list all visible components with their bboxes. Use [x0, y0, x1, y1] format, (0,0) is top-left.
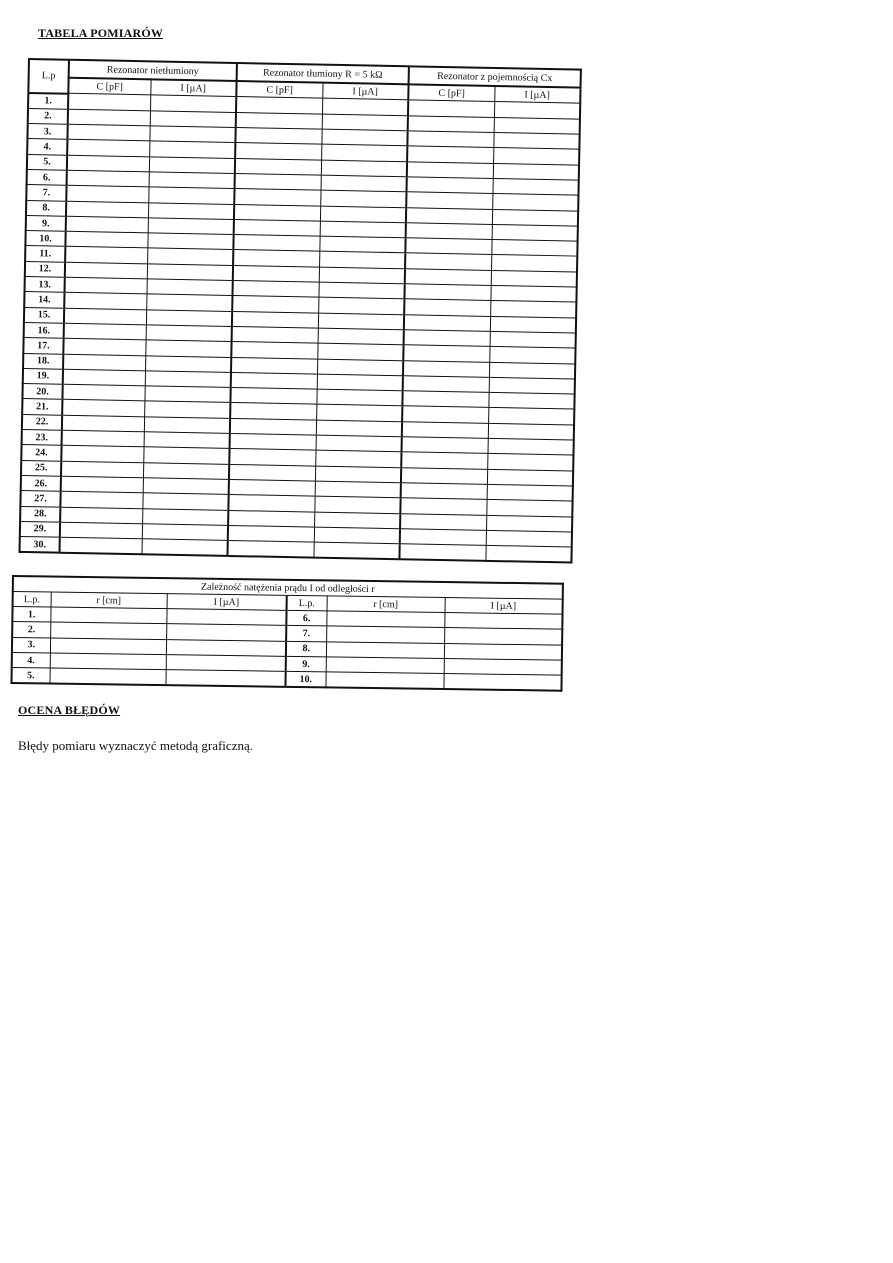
capacitance-cell[interactable] — [63, 338, 145, 355]
errors-title: OCENA BŁĘDÓW — [18, 703, 121, 717]
capacitance-cell[interactable] — [65, 262, 147, 279]
capacitance-cell[interactable] — [65, 277, 147, 294]
col-header-c: C [pF] — [408, 84, 494, 101]
lp-header: L.p. — [13, 592, 51, 608]
capacitance-cell[interactable] — [229, 479, 315, 496]
current-cell[interactable] — [147, 248, 233, 265]
capacitance-cell[interactable] — [68, 93, 150, 110]
current-cell[interactable] — [488, 393, 574, 410]
group-header-capacitance: Rezonator z pojemnością Cx — [409, 66, 581, 87]
col-header-r: r [cm] — [51, 592, 167, 609]
capacitance-cell[interactable] — [406, 192, 492, 209]
current-cell[interactable] — [314, 527, 400, 544]
capacitance-cell[interactable] — [401, 483, 487, 500]
capacitance-cell[interactable] — [61, 461, 143, 478]
capacitance-cell[interactable] — [407, 146, 493, 163]
distance-cell[interactable] — [325, 672, 443, 689]
current-cell[interactable] — [146, 279, 232, 296]
current-cell[interactable] — [146, 325, 232, 342]
current-cell[interactable] — [147, 233, 233, 250]
distance-cell[interactable] — [326, 657, 444, 674]
current-cell[interactable] — [166, 609, 286, 626]
capacitance-cell[interactable] — [402, 437, 488, 454]
current-cell[interactable] — [146, 294, 232, 311]
capacitance-cell[interactable] — [228, 525, 314, 542]
row-number: 5. — [11, 668, 49, 684]
current-cell[interactable] — [489, 377, 575, 394]
row-number: 27. — [20, 491, 60, 507]
current-cell[interactable] — [489, 362, 575, 379]
row-number: 16. — [24, 322, 64, 338]
row-number: 12. — [25, 261, 65, 277]
capacitance-cell[interactable] — [401, 452, 487, 469]
current-cell[interactable] — [166, 624, 286, 641]
capacitance-cell[interactable] — [67, 155, 149, 172]
current-cell[interactable] — [315, 481, 401, 498]
row-number: 9. — [26, 215, 66, 231]
row-number: 15. — [24, 307, 64, 323]
col-header-i: I [µA] — [445, 598, 563, 615]
capacitance-cell[interactable] — [64, 308, 146, 325]
current-cell[interactable] — [487, 469, 573, 486]
capacitance-cell[interactable] — [407, 131, 493, 148]
current-cell[interactable] — [494, 101, 580, 118]
capacitance-cell[interactable] — [230, 418, 316, 435]
capacitance-cell[interactable] — [407, 177, 493, 194]
current-cell[interactable] — [144, 401, 230, 418]
current-cell[interactable] — [492, 224, 578, 241]
current-cell[interactable] — [314, 512, 400, 529]
current-cell[interactable] — [444, 643, 562, 660]
current-cell[interactable] — [145, 355, 231, 372]
current-cell[interactable] — [143, 447, 229, 464]
current-cell[interactable] — [493, 133, 579, 150]
capacitance-cell[interactable] — [60, 507, 142, 524]
current-cell[interactable] — [317, 359, 403, 376]
capacitance-cell[interactable] — [228, 510, 314, 527]
current-cell[interactable] — [142, 493, 228, 510]
row-number: 3. — [12, 637, 50, 653]
capacitance-cell[interactable] — [235, 173, 321, 190]
capacitance-cell[interactable] — [64, 293, 146, 310]
capacitance-cell[interactable] — [63, 354, 145, 371]
current-cell[interactable] — [150, 95, 236, 112]
capacitance-cell[interactable] — [405, 253, 491, 270]
capacitance-cell[interactable] — [404, 299, 490, 316]
capacitance-cell[interactable] — [232, 296, 318, 313]
distance-cell[interactable] — [326, 626, 444, 643]
current-cell[interactable] — [486, 515, 572, 532]
row-number: 26. — [21, 475, 61, 491]
capacitance-cell[interactable] — [235, 143, 321, 160]
current-cell[interactable] — [141, 539, 227, 556]
capacitance-cell[interactable] — [407, 161, 493, 178]
capacitance-cell[interactable] — [233, 250, 319, 267]
row-number: 22. — [22, 414, 62, 430]
row-number: 29. — [20, 521, 60, 537]
current-cell[interactable] — [142, 524, 228, 541]
distance-cell[interactable] — [50, 638, 166, 655]
capacitance-cell[interactable] — [62, 415, 144, 432]
group-header-damped: Rezonator tłumiony R = 5 kΩ — [237, 63, 409, 84]
row-number: 23. — [22, 429, 62, 445]
current-cell[interactable] — [494, 117, 580, 134]
capacitance-cell[interactable] — [66, 201, 148, 218]
current-cell[interactable] — [487, 484, 573, 501]
page-title: TABELA POMIARÓW — [38, 26, 164, 40]
col-header-c: C [pF] — [236, 81, 322, 98]
current-cell[interactable] — [316, 435, 402, 452]
capacitance-cell[interactable] — [399, 544, 485, 561]
current-cell[interactable] — [313, 542, 399, 559]
row-number: 20. — [22, 384, 62, 400]
capacitance-cell[interactable] — [408, 100, 494, 117]
current-cell[interactable] — [322, 114, 408, 131]
capacitance-cell[interactable] — [228, 495, 314, 512]
current-cell[interactable] — [319, 267, 405, 284]
distance-table-caption: Zależność natężenia prądu I od odległości r — [13, 576, 563, 599]
lp-header: L.p — [28, 59, 69, 93]
distance-cell[interactable] — [50, 607, 166, 624]
row-number: 7. — [26, 185, 66, 201]
capacitance-cell[interactable] — [230, 433, 316, 450]
row-number: 10. — [285, 672, 325, 688]
capacitance-cell[interactable] — [235, 128, 321, 145]
capacitance-cell[interactable] — [231, 357, 317, 374]
capacitance-cell[interactable] — [404, 284, 490, 301]
capacitance-cell[interactable] — [231, 372, 317, 389]
capacitance-cell[interactable] — [61, 446, 143, 463]
capacitance-cell[interactable] — [402, 406, 488, 423]
capacitance-cell[interactable] — [232, 281, 318, 298]
current-cell[interactable] — [143, 462, 229, 479]
capacitance-cell[interactable] — [405, 238, 491, 255]
capacitance-cell[interactable] — [65, 231, 147, 248]
row-number: 5. — [27, 154, 67, 170]
current-cell[interactable] — [150, 111, 236, 128]
capacitance-cell[interactable] — [404, 314, 490, 331]
current-cell[interactable] — [492, 178, 578, 195]
current-cell[interactable] — [149, 172, 235, 189]
capacitance-cell[interactable] — [233, 235, 319, 252]
current-cell[interactable] — [146, 309, 232, 326]
col-header-r: r [cm] — [327, 596, 445, 613]
capacitance-cell[interactable] — [229, 464, 315, 481]
distance-cell[interactable] — [50, 622, 166, 639]
current-cell[interactable] — [321, 145, 407, 162]
row-number: 2. — [12, 622, 50, 638]
capacitance-cell[interactable] — [227, 541, 313, 558]
current-cell[interactable] — [321, 129, 407, 146]
row-number: 8. — [286, 641, 326, 657]
current-cell[interactable] — [316, 389, 402, 406]
current-cell[interactable] — [148, 187, 234, 204]
distance-cell[interactable] — [50, 653, 166, 670]
current-cell[interactable] — [166, 639, 286, 656]
capacitance-cell[interactable] — [67, 170, 149, 187]
group-header-undamped: Rezonator nietłumiony — [69, 60, 237, 81]
current-cell[interactable] — [492, 194, 578, 211]
current-cell[interactable] — [488, 438, 574, 455]
capacitance-cell[interactable] — [400, 529, 486, 546]
capacitance-cell[interactable] — [235, 158, 321, 175]
current-cell[interactable] — [144, 432, 230, 449]
current-cell[interactable] — [491, 255, 577, 272]
capacitance-cell[interactable] — [229, 449, 315, 466]
current-cell[interactable] — [315, 450, 401, 467]
row-number: 14. — [24, 292, 64, 308]
capacitance-cell[interactable] — [62, 384, 144, 401]
capacitance-cell[interactable] — [405, 269, 491, 286]
row-number: 10. — [25, 231, 65, 247]
capacitance-cell[interactable] — [65, 247, 147, 264]
capacitance-cell[interactable] — [67, 124, 149, 141]
row-number: 4. — [27, 139, 67, 155]
row-number: 30. — [20, 537, 60, 554]
current-cell[interactable] — [444, 628, 562, 645]
capacitance-cell[interactable] — [232, 311, 318, 328]
row-number: 4. — [12, 652, 50, 668]
capacitance-cell[interactable] — [232, 326, 318, 343]
current-cell[interactable] — [317, 343, 403, 360]
row-number: 19. — [23, 368, 63, 384]
capacitance-cell[interactable] — [234, 219, 320, 236]
capacitance-cell[interactable] — [236, 97, 322, 114]
capacitance-cell[interactable] — [230, 403, 316, 420]
row-number: 1. — [28, 93, 68, 110]
row-number: 13. — [25, 277, 65, 293]
row-number: 18. — [23, 353, 63, 369]
capacitance-cell[interactable] — [408, 116, 494, 133]
capacitance-cell[interactable] — [231, 342, 317, 359]
capacitance-cell[interactable] — [60, 491, 142, 508]
current-cell[interactable] — [490, 316, 576, 333]
current-cell[interactable] — [321, 175, 407, 192]
current-cell[interactable] — [149, 126, 235, 143]
row-number: 2. — [28, 108, 68, 124]
current-cell[interactable] — [315, 466, 401, 483]
col-header-c: C [pF] — [68, 78, 150, 95]
capacitance-cell[interactable] — [404, 330, 490, 347]
distance-cell[interactable] — [326, 641, 444, 658]
capacitance-cell[interactable] — [66, 216, 148, 233]
current-cell[interactable] — [165, 670, 285, 687]
capacitance-cell[interactable] — [236, 112, 322, 129]
row-number: 3. — [27, 124, 67, 140]
capacitance-cell[interactable] — [234, 204, 320, 221]
current-cell[interactable] — [486, 500, 572, 517]
current-cell[interactable] — [490, 301, 576, 318]
row-number: 25. — [21, 460, 61, 476]
row-number: 9. — [286, 656, 326, 672]
current-cell[interactable] — [314, 496, 400, 513]
current-cell[interactable] — [318, 282, 404, 299]
current-cell[interactable] — [144, 417, 230, 434]
capacitance-cell[interactable] — [406, 207, 492, 224]
current-cell[interactable] — [320, 190, 406, 207]
current-cell[interactable] — [149, 141, 235, 158]
capacitance-cell[interactable] — [402, 421, 488, 438]
row-number: 6. — [27, 169, 67, 185]
current-cell[interactable] — [491, 240, 577, 257]
row-number: 17. — [23, 338, 63, 354]
current-cell[interactable] — [318, 313, 404, 330]
current-cell[interactable] — [318, 297, 404, 314]
row-number: 7. — [286, 626, 326, 642]
current-cell[interactable] — [490, 285, 576, 302]
capacitance-cell[interactable] — [67, 140, 149, 157]
current-cell[interactable] — [319, 252, 405, 269]
capacitance-cell[interactable] — [60, 522, 142, 539]
current-cell[interactable] — [319, 236, 405, 253]
current-cell[interactable] — [492, 209, 578, 226]
current-cell[interactable] — [318, 328, 404, 345]
current-cell[interactable] — [491, 270, 577, 287]
current-cell[interactable] — [493, 163, 579, 180]
current-cell[interactable] — [320, 206, 406, 223]
current-cell[interactable] — [145, 371, 231, 388]
current-cell[interactable] — [488, 423, 574, 440]
current-cell[interactable] — [443, 674, 561, 691]
capacitance-cell[interactable] — [61, 476, 143, 493]
capacitance-cell[interactable] — [400, 513, 486, 530]
current-cell[interactable] — [142, 508, 228, 525]
current-cell[interactable] — [485, 545, 571, 562]
current-cell[interactable] — [486, 530, 572, 547]
row-number: 11. — [25, 246, 65, 262]
current-cell[interactable] — [148, 202, 234, 219]
current-cell[interactable] — [316, 405, 402, 422]
row-number: 6. — [286, 610, 326, 626]
capacitance-cell[interactable] — [68, 109, 150, 126]
capacitance-cell[interactable] — [403, 376, 489, 393]
capacitance-cell[interactable] — [402, 391, 488, 408]
capacitance-cell[interactable] — [60, 537, 142, 554]
current-cell[interactable] — [490, 331, 576, 348]
capacitance-cell[interactable] — [400, 498, 486, 515]
capacitance-cell[interactable] — [64, 323, 146, 340]
current-cell[interactable] — [147, 264, 233, 281]
current-cell[interactable] — [145, 340, 231, 357]
current-cell[interactable] — [166, 655, 286, 672]
capacitance-cell[interactable] — [403, 345, 489, 362]
capacitance-cell[interactable] — [401, 467, 487, 484]
capacitance-cell[interactable] — [62, 400, 144, 417]
current-cell[interactable] — [320, 221, 406, 238]
current-cell[interactable] — [143, 478, 229, 495]
capacitance-cell[interactable] — [406, 223, 492, 240]
capacitance-cell[interactable] — [63, 369, 145, 386]
capacitance-cell[interactable] — [233, 265, 319, 282]
current-cell[interactable] — [444, 613, 562, 630]
col-header-i: I [µA] — [494, 86, 580, 103]
current-cell[interactable] — [493, 148, 579, 165]
measurement-table — [18, 58, 581, 564]
capacitance-cell[interactable] — [62, 430, 144, 447]
current-cell[interactable] — [444, 658, 562, 675]
current-cell[interactable] — [488, 408, 574, 425]
current-cell[interactable] — [316, 420, 402, 437]
row-number: 21. — [22, 399, 62, 415]
distance-table — [10, 575, 564, 692]
capacitance-cell[interactable] — [403, 360, 489, 377]
col-header-i: I [µA] — [322, 83, 408, 100]
col-header-i: I [µA] — [167, 594, 287, 611]
capacitance-cell[interactable] — [66, 186, 148, 203]
row-number: 1. — [12, 607, 50, 623]
current-cell[interactable] — [317, 374, 403, 391]
lp-header: L.p. — [287, 595, 327, 611]
row-number: 8. — [26, 200, 66, 216]
current-cell[interactable] — [144, 386, 230, 403]
capacitance-cell[interactable] — [234, 189, 320, 206]
distance-cell[interactable] — [326, 611, 444, 628]
current-cell[interactable] — [149, 157, 235, 174]
current-cell[interactable] — [487, 454, 573, 471]
capacitance-cell[interactable] — [230, 388, 316, 405]
current-cell[interactable] — [321, 160, 407, 177]
row-number: 28. — [20, 506, 60, 522]
row-number: 24. — [21, 445, 61, 461]
col-header-i: I [µA] — [150, 79, 236, 96]
current-cell[interactable] — [489, 347, 575, 364]
errors-text: Błędy pomiaru wyznaczyć metodą graficzną. — [18, 738, 253, 753]
distance-cell[interactable] — [49, 668, 165, 685]
current-cell[interactable] — [148, 218, 234, 235]
current-cell[interactable] — [322, 98, 408, 115]
